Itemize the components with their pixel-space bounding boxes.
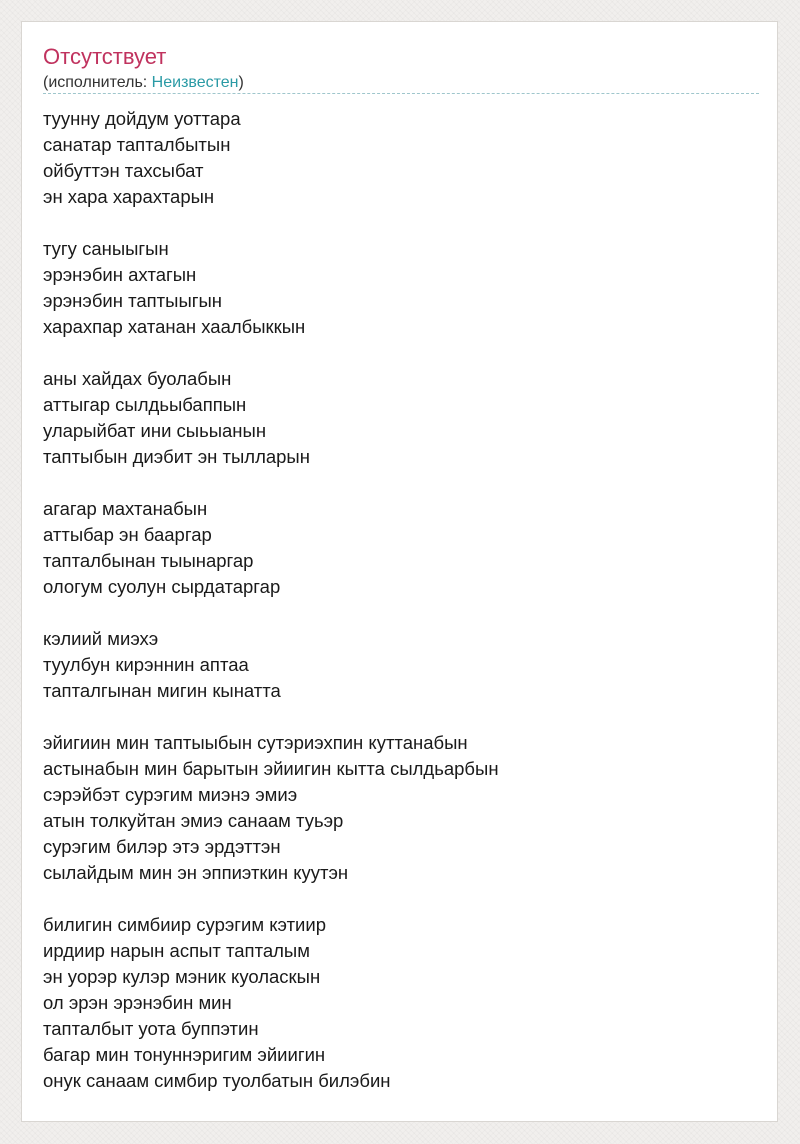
lyrics-card bbox=[21, 21, 778, 1122]
lyrics-stanza bbox=[43, 496, 759, 600]
lyric-line: ирдиир нарын аспыт тапталым bbox=[43, 940, 310, 961]
lyric-line: ол эрэн эрэнэбин мин bbox=[43, 992, 232, 1013]
header-divider bbox=[43, 93, 759, 94]
lyrics-stanza bbox=[43, 626, 759, 704]
lyric-line: багар мин тонуннэригим эйиигин bbox=[43, 1044, 326, 1065]
lyric-line: тапталбыт уота буппэтин bbox=[43, 1018, 259, 1039]
lyric-line: билигин симбиир сурэгим кэтиир bbox=[43, 914, 327, 935]
lyric-line: уларыйбат ини сыьыанын bbox=[43, 420, 267, 441]
lyric-line: таптыбын диэбит эн тылларын bbox=[43, 446, 310, 467]
lyric-line: тапталбынан тыынаргар bbox=[43, 550, 254, 571]
lyric-line: эрэнэбин таптыыгын bbox=[43, 290, 223, 311]
artist-prefix: (исполнитель: bbox=[43, 74, 152, 91]
artist-suffix: ) bbox=[238, 74, 244, 91]
lyric-line: тугу саныыгын bbox=[43, 238, 169, 259]
lyric-line: астынабын мин барытын эйиигин кытта сылдьарбын bbox=[43, 758, 499, 779]
artist-line bbox=[43, 73, 244, 93]
lyric-line: тапталгынан мигин кынатта bbox=[43, 680, 281, 701]
lyric-line: агагар махтанабын bbox=[43, 498, 208, 519]
lyric-line: кэлиий миэхэ bbox=[43, 628, 159, 649]
lyric-line: ойбуттэн тахсыбат bbox=[43, 160, 204, 181]
lyric-line: эн хара харахтарын bbox=[43, 186, 215, 207]
artist-link[interactable]: Неизвестен bbox=[151, 74, 239, 91]
lyrics-stanza bbox=[43, 912, 759, 1094]
lyrics-stanza bbox=[43, 366, 759, 470]
lyric-line: онук санаам симбир туолбатын билэбин bbox=[43, 1070, 391, 1091]
lyrics-text bbox=[43, 106, 759, 1120]
lyric-line: сэрэйбэт сурэгим миэнэ эмиэ bbox=[43, 784, 298, 805]
lyric-line: эрэнэбин ахтагын bbox=[43, 264, 197, 285]
lyric-line: аттыбар эн бааргар bbox=[43, 524, 212, 545]
lyric-line: туулбун кирэннин аптаа bbox=[43, 654, 249, 675]
lyric-line: ологум суолун сырдатаргар bbox=[43, 576, 281, 597]
lyric-line: туунну дойдум уоттара bbox=[43, 108, 241, 129]
lyric-line: санатар тапталбытын bbox=[43, 134, 231, 155]
lyric-line: аттыгар сылдьыбаппын bbox=[43, 394, 247, 415]
lyrics-stanza bbox=[43, 106, 759, 210]
lyric-line: атын толкуйтан эмиэ санаам туьэр bbox=[43, 810, 344, 831]
lyrics-stanza bbox=[43, 236, 759, 340]
lyric-line: сурэгим билэр этэ эрдэттэн bbox=[43, 836, 281, 857]
song-title: Отсутствует bbox=[43, 44, 167, 69]
lyric-line: эн уорэр кулэр мэник куоласкын bbox=[43, 966, 321, 987]
lyric-line: харахпар хатанан хаалбыккын bbox=[43, 316, 306, 337]
lyric-line: эйигиин мин таптыыбын сутэриэхпин куттанабын bbox=[43, 732, 468, 753]
lyric-line: сылайдым мин эн эппиэткин куутэн bbox=[43, 862, 349, 883]
lyric-line: аны хайдах буолабын bbox=[43, 368, 232, 389]
lyrics-stanza bbox=[43, 730, 759, 886]
